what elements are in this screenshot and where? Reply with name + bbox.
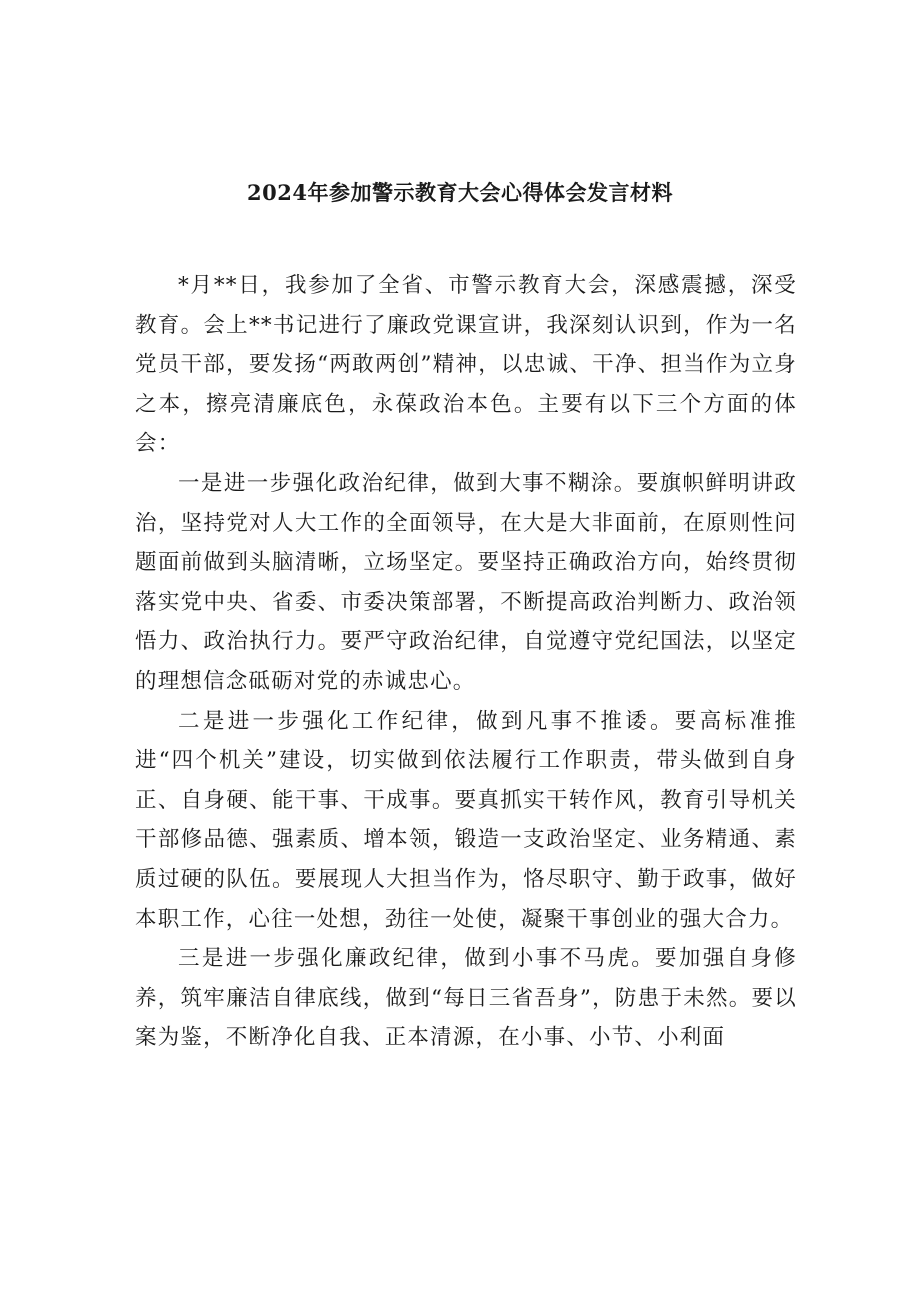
paragraph-work-discipline: 二是进一步强化工作纪律，做到凡事不推诿。要高标准推进“四个机关”建设，切实做到依法履行工作职责，带头做到自身正、自身硬、能干事、干成事。要真抓实干转作风，教育引导机关干部修品德、强素质、增本领，锻造一支政治坚定、业务精通、素质过硬的队伍。要展现人大担当作为，恪尽职守、勤于政事，做好本职工作，心往一处想，劲往一处使，凝聚干事创业的强大合力。	[135, 708, 797, 932]
paragraph-intro: *月**日，我参加了全省、市警示教育大会，深感震撼，深受教育。会上**书记进行了廉政党课宣讲，我深刻认识到，作为一名党员干部，要发扬“两敢两创”精神，以忠诚、干净、担当作为立身之本，擦亮清廉底色，永葆政治本色。主要有以下三个方面的体会：	[135, 273, 797, 457]
paragraph-integrity-discipline: 三是进一步强化廉政纪律，做到小事不马虎。要加强自身修养，筑牢廉洁自律底线，做到“每日三省吾身”，防患于未然。要以案为鉴，不断净化自我、正本清源，在小事、小节、小利面	[135, 946, 797, 1051]
document-title: 2024年参加警示教育大会心得体会发言材料	[247, 180, 673, 205]
paragraph-political-discipline: 一是进一步强化政治纪律，做到大事不糊涂。要旗帜鲜明讲政治，坚持党对人大工作的全面领导，在大是大非面前，在原则性问题面前做到头脑清晰，立场坚定。要坚持正确政治方向，始终贯彻落实党中央、省委、市委决策部署，不断提高政治判断力、政治领悟力、政治执行力。要严守政治纪律，自觉遵守党纪国法，以坚定的理想信念砥砺对党的赤诚忠心。	[135, 470, 797, 694]
document-body	[135, 266, 797, 1058]
